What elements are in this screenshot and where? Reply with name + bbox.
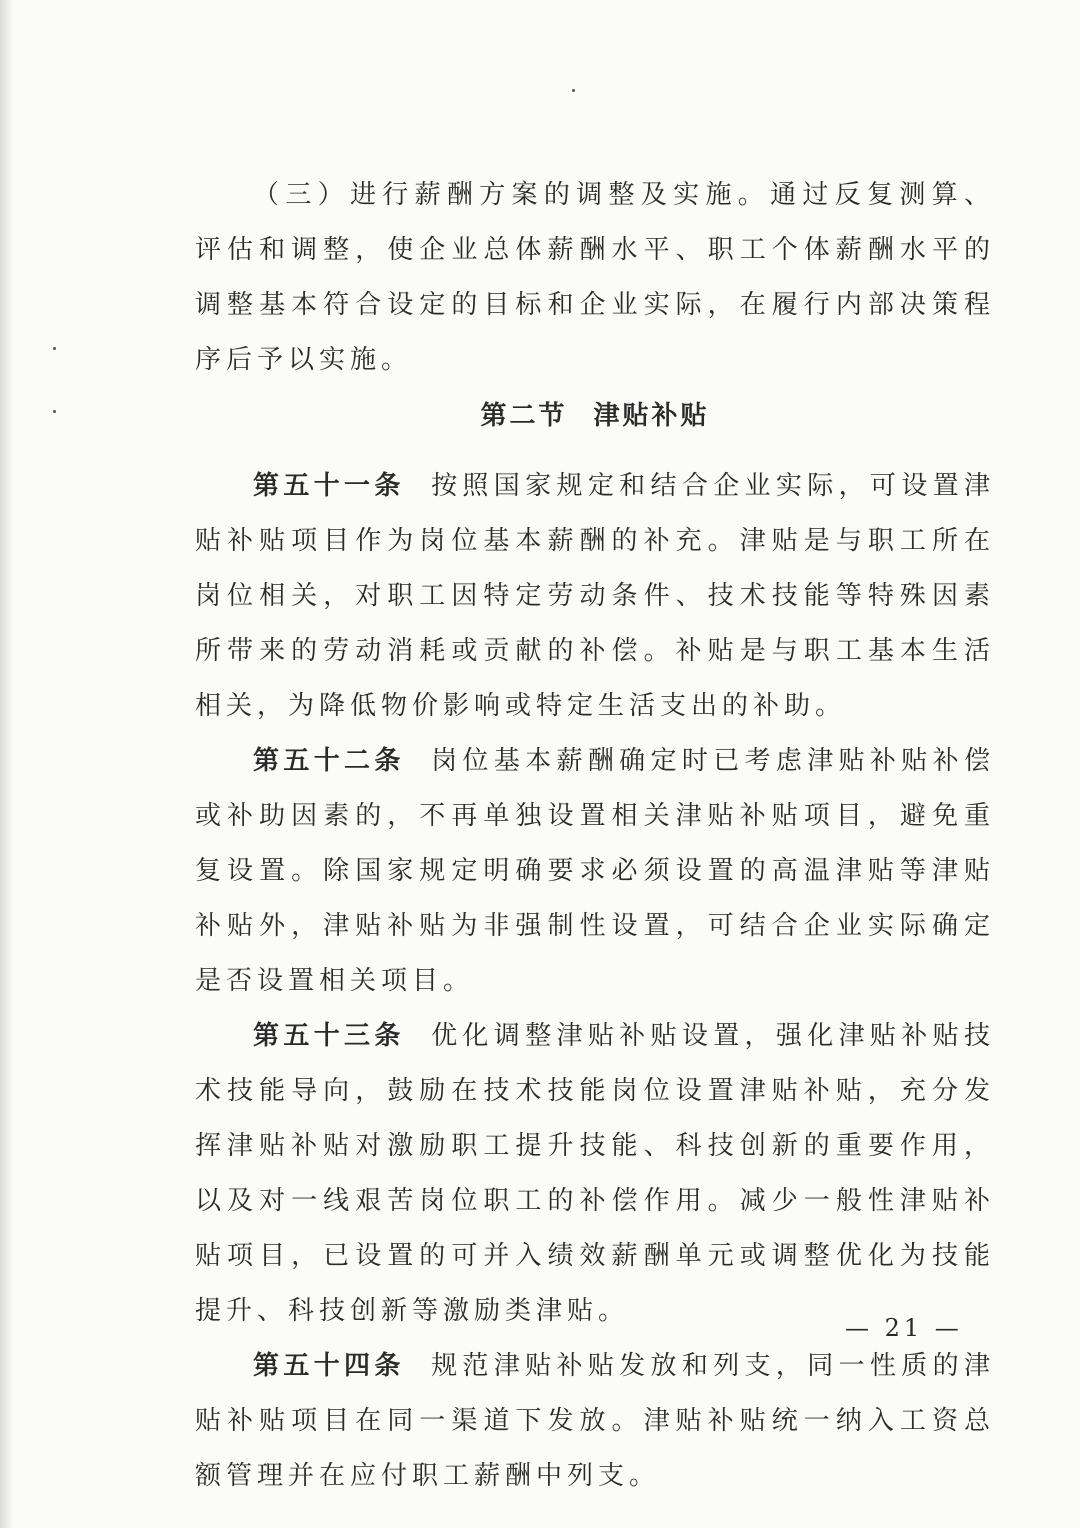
paragraph-salary-adjustment: （三）进行薪酬方案的调整及实施。通过反复测算、评估和调整，使企业总体薪酬水平、职工个体薪酬水平的调整基本符合设定的目标和企业实际，在履行内部决策程序后予以实施。 [195,180,995,375]
article-label: 第五十二条 [253,746,405,776]
article-text: 岗位基本薪酬确定时已考虑津贴补贴补偿或补助因素的，不再单独设置相关津贴补贴项目，避免重复设置。除国家规定明确要求必须设置的高温津贴等津贴补贴外，津贴补贴为非强制性设置，可结合企业实际确定是否设置相关项目。 [195,746,995,996]
article-label: 第五十一条 [253,471,405,501]
section-heading [195,389,995,444]
section-label: 第二节 [480,401,568,431]
article-52 [195,734,995,1009]
article-text: 规范津贴补贴发放和列支，同一性质的津贴补贴项目在同一渠道下发放。津贴补贴统一纳入工资总额管理并在应付职工薪酬中列支。 [195,1351,995,1491]
scan-speck [53,347,56,350]
scan-shadow-edge [0,0,14,1528]
article-54 [195,1339,995,1504]
article-label: 第五十三条 [253,1021,405,1051]
scan-speck [53,410,56,413]
section-name: 津贴补贴 [593,401,710,431]
article-51 [195,459,995,734]
article-53 [195,1009,995,1339]
article-text: 优化调整津贴补贴设置，强化津贴补贴技术技能导向，鼓励在技术技能岗位设置津贴补贴，充分发挥津贴补贴对激励职工提升技能、科技创新的重要作用，以及对一线艰苦岗位职工的补偿作用。减少一般性津贴补贴项目，已设置的可并入绩效薪酬单元或调整优化为技能提升、科技创新等激励类津贴。 [195,1021,995,1326]
article-label: 第五十四条 [253,1351,405,1381]
article-text: 按照国家规定和结合企业实际，可设置津贴补贴项目作为岗位基本薪酬的补充。津贴是与职工所在岗位相关，对职工因特定劳动条件、技术技能等特殊因素所带来的劳动消耗或贡献的补偿。补贴是与职工基本生活相关，为降低物价影响或特定生活支出的补助。 [195,471,995,721]
document-body [195,168,995,1504]
scan-speck [572,89,575,92]
page-number: — 21 — [845,1314,963,1342]
